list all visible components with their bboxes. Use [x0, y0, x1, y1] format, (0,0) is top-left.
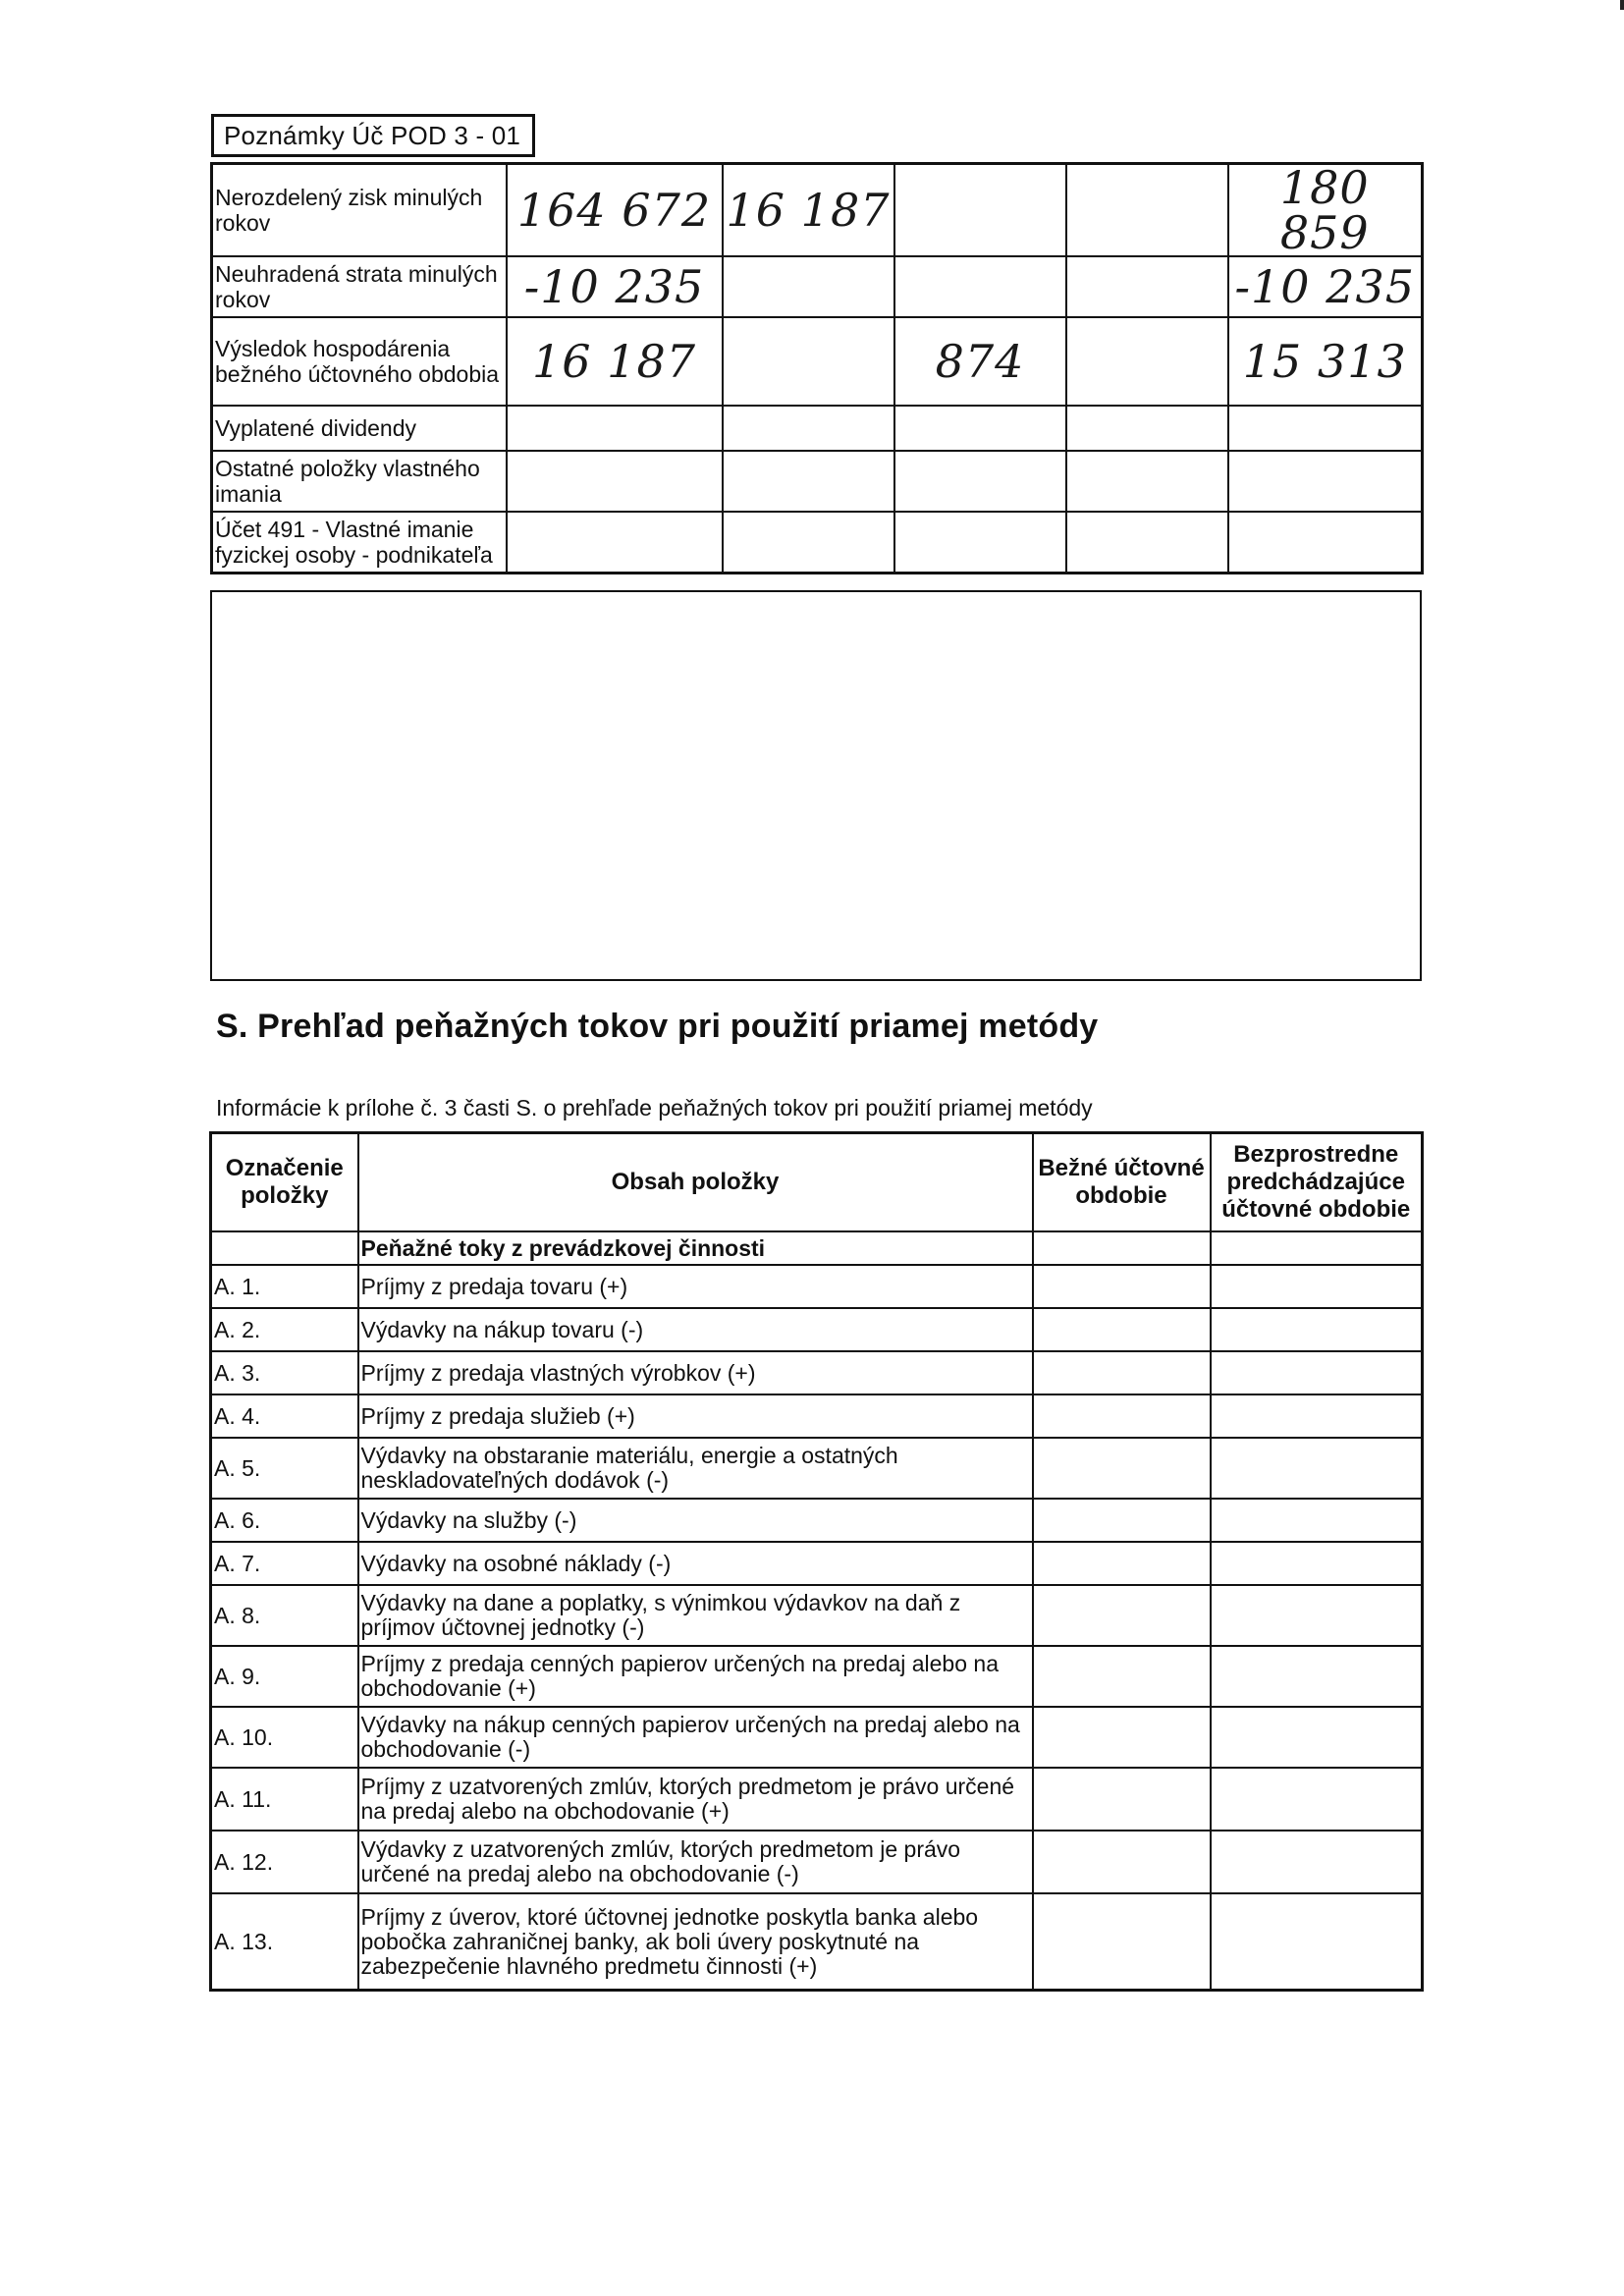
- handwritten-value: [723, 256, 894, 317]
- handwritten-value: [1228, 451, 1423, 512]
- row-text: Príjmy z úverov, ktoré účtovnej jednotke poskytla banka alebo pobočka zahraničnej banky, ak boli úvery poskytnuté na zabezpečenie hlavného predmetu činnosti (+): [358, 1893, 1033, 1991]
- table-row: [212, 451, 1423, 512]
- row-label: Vyplatené dividendy: [212, 406, 507, 451]
- group-current: [1033, 1231, 1211, 1265]
- handwritten-value: 874: [894, 317, 1066, 406]
- row-previous: [1211, 1893, 1423, 1991]
- row-code: A. 12.: [211, 1831, 358, 1893]
- row-previous: [1211, 1831, 1423, 1893]
- table-row: [212, 406, 1423, 451]
- row-code: A. 5.: [211, 1438, 358, 1499]
- handwritten-value: [894, 256, 1066, 317]
- row-previous: [1211, 1646, 1423, 1707]
- header-content: Obsah položky: [358, 1133, 1033, 1232]
- handwritten-value: [1228, 406, 1423, 451]
- row-code: A. 6.: [211, 1499, 358, 1542]
- row-code: A. 2.: [211, 1308, 358, 1351]
- table-row: [211, 1499, 1423, 1542]
- row-previous: [1211, 1351, 1423, 1394]
- row-previous: [1211, 1438, 1423, 1499]
- row-text: Výdavky na dane a poplatky, s výnimkou výdavkov na daň z príjmov účtovnej jednotky (-): [358, 1585, 1033, 1646]
- handwritten-value: [894, 451, 1066, 512]
- row-current: [1033, 1768, 1211, 1831]
- row-current: [1033, 1542, 1211, 1585]
- table-row: [211, 1542, 1423, 1585]
- row-code: A. 1.: [211, 1265, 358, 1308]
- handwritten-value: [894, 512, 1066, 574]
- table-row: [211, 1438, 1423, 1499]
- row-text: Príjmy z predaja vlastných výrobkov (+): [358, 1351, 1033, 1394]
- row-current: [1033, 1351, 1211, 1394]
- table-header-row: [211, 1133, 1423, 1232]
- row-previous: [1211, 1499, 1423, 1542]
- row-text: Výdavky na nákup cenných papierov určených na predaj alebo na obchodovanie (-): [358, 1707, 1033, 1768]
- table-row: [211, 1394, 1423, 1438]
- row-previous: [1211, 1394, 1423, 1438]
- row-code: A. 13.: [211, 1893, 358, 1991]
- row-current: [1033, 1308, 1211, 1351]
- table-row: [211, 1707, 1423, 1768]
- table-row: [212, 256, 1423, 317]
- section-info: Informácie k prílohe č. 3 časti S. o prehľade peňažných tokov pri použití priamej metódy: [216, 1095, 1093, 1121]
- handwritten-value: [1066, 451, 1228, 512]
- row-label: Výsledok hospodárenia bežného účtovného obdobia: [212, 317, 507, 406]
- notes-box: [210, 590, 1422, 981]
- handwritten-value: [507, 451, 723, 512]
- table-row: [211, 1831, 1423, 1893]
- handwritten-value: [723, 512, 894, 574]
- group-row: [211, 1231, 1423, 1265]
- handwritten-value: 15 313: [1228, 317, 1423, 406]
- row-previous: [1211, 1542, 1423, 1585]
- row-text: Výdavky na obstaranie materiálu, energie a ostatných neskladovateľných dodávok (-): [358, 1438, 1033, 1499]
- row-text: Výdavky na služby (-): [358, 1499, 1033, 1542]
- row-current: [1033, 1831, 1211, 1893]
- handwritten-value: [507, 406, 723, 451]
- row-text: Príjmy z predaja tovaru (+): [358, 1265, 1033, 1308]
- row-code: A. 8.: [211, 1585, 358, 1646]
- handwritten-value: [1066, 512, 1228, 574]
- row-current: [1033, 1499, 1211, 1542]
- header-code: Označenie položky: [211, 1133, 358, 1232]
- row-current: [1033, 1893, 1211, 1991]
- row-text: Výdavky na osobné náklady (-): [358, 1542, 1033, 1585]
- row-current: [1033, 1394, 1211, 1438]
- row-text: Príjmy z predaja služieb (+): [358, 1394, 1033, 1438]
- row-label: Ostatné položky vlastného imania: [212, 451, 507, 512]
- handwritten-value: -10 235: [507, 256, 723, 317]
- table-row: [211, 1308, 1423, 1351]
- header-current-period: Bežné účtovné obdobie: [1033, 1133, 1211, 1232]
- group-code: [211, 1231, 358, 1265]
- table-row: [211, 1768, 1423, 1831]
- row-code: A. 7.: [211, 1542, 358, 1585]
- row-code: A. 3.: [211, 1351, 358, 1394]
- handwritten-value: -10 235: [1228, 256, 1423, 317]
- row-previous: [1211, 1707, 1423, 1768]
- row-text: Výdavky na nákup tovaru (-): [358, 1308, 1033, 1351]
- header-previous-period: Bezprostredne predchádzajúce účtovné obdobie: [1211, 1133, 1423, 1232]
- form-code-header: Poznámky Úč POD 3 - 01: [211, 114, 535, 157]
- row-code: A. 11.: [211, 1768, 358, 1831]
- handwritten-value: [1066, 406, 1228, 451]
- handwritten-value: 164 672: [507, 164, 723, 257]
- handwritten-value: [723, 451, 894, 512]
- row-text: Príjmy z uzatvorených zmlúv, ktorých predmetom je právo určené na predaj alebo na obchodovanie (+): [358, 1768, 1033, 1831]
- row-current: [1033, 1707, 1211, 1768]
- row-previous: [1211, 1585, 1423, 1646]
- handwritten-value: [894, 164, 1066, 257]
- group-previous: [1211, 1231, 1423, 1265]
- handwritten-value: [723, 317, 894, 406]
- table-row: [211, 1585, 1423, 1646]
- handwritten-value: [1066, 256, 1228, 317]
- row-code: A. 10.: [211, 1707, 358, 1768]
- scan-edge-mark: [1620, 0, 1624, 10]
- handwritten-value: [507, 512, 723, 574]
- row-label: Nerozdelený zisk minulých rokov: [212, 164, 507, 257]
- handwritten-value: [723, 406, 894, 451]
- table-row: [212, 164, 1423, 257]
- handwritten-value: [1066, 317, 1228, 406]
- row-code: A. 9.: [211, 1646, 358, 1707]
- table-row: [211, 1646, 1423, 1707]
- table-row: [212, 317, 1423, 406]
- handwritten-value: [894, 406, 1066, 451]
- cash-flow-table: [209, 1131, 1424, 1992]
- row-previous: [1211, 1308, 1423, 1351]
- row-current: [1033, 1438, 1211, 1499]
- table-row: [211, 1893, 1423, 1991]
- table-row: [212, 512, 1423, 574]
- row-label: Účet 491 - Vlastné imanie fyzickej osoby - podnikateľa: [212, 512, 507, 574]
- handwritten-value: 16 187: [723, 164, 894, 257]
- row-label: Neuhradená strata minulých rokov: [212, 256, 507, 317]
- table-row: [211, 1351, 1423, 1394]
- row-current: [1033, 1265, 1211, 1308]
- table-row: [211, 1265, 1423, 1308]
- row-text: Príjmy z predaja cenných papierov určených na predaj alebo na obchodovanie (+): [358, 1646, 1033, 1707]
- row-current: [1033, 1646, 1211, 1707]
- row-previous: [1211, 1265, 1423, 1308]
- row-text: Výdavky z uzatvorených zmlúv, ktorých predmetom je právo určené na predaj alebo na obchodovanie (-): [358, 1831, 1033, 1893]
- row-current: [1033, 1585, 1211, 1646]
- handwritten-value: 16 187: [507, 317, 723, 406]
- section-title: S. Prehľad peňažných tokov pri použití priamej metódy: [216, 1008, 1099, 1045]
- group-title: Peňažné toky z prevádzkovej činnosti: [358, 1231, 1033, 1265]
- handwritten-value: [1228, 512, 1423, 574]
- handwritten-value: 180 859: [1228, 164, 1423, 257]
- row-code: A. 4.: [211, 1394, 358, 1438]
- handwritten-value: [1066, 164, 1228, 257]
- equity-changes-table: [210, 162, 1424, 574]
- row-previous: [1211, 1768, 1423, 1831]
